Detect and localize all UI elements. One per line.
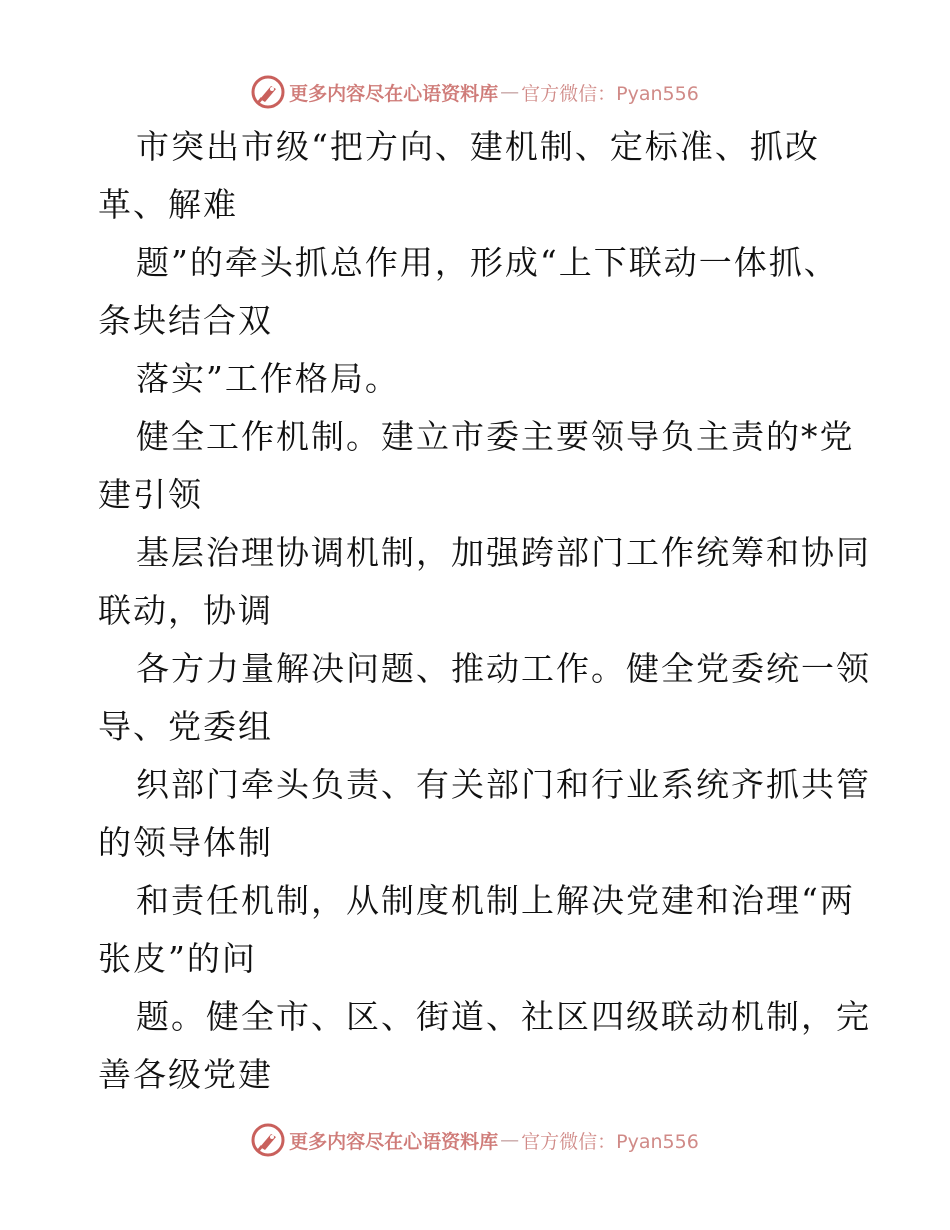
watermark-wechat-text: 官方微信：Pyan556 xyxy=(521,1130,699,1153)
text-line: 联动，协调 xyxy=(98,591,273,630)
text-line: 基层治理协调机制，加强跨部门工作统筹和协同 xyxy=(136,533,871,572)
watermark-dash: — xyxy=(500,1129,520,1151)
text-line: 的领导体制 xyxy=(98,823,273,862)
text-line: 健全工作机制。建立市委主要领导负主责的*党 xyxy=(136,417,855,456)
watermark-main-text: 更多内容尽在心语资料库 xyxy=(289,1130,499,1153)
text-line: 各方力量解决问题、推动工作。健全党委统一领 xyxy=(136,649,871,688)
text-line: 导、党委组 xyxy=(98,707,273,746)
text-line: 市突出市级“把方向、建机制、定标准、抓改 xyxy=(136,127,820,166)
document-body xyxy=(98,118,871,1104)
watermark-dash: — xyxy=(500,81,520,103)
watermark-main-text: 更多内容尽在心语资料库 xyxy=(289,82,499,105)
text-line: 建引领 xyxy=(98,475,203,514)
pen-nib-logo-icon xyxy=(251,75,285,109)
text-line: 落实”工作格局。 xyxy=(136,359,400,398)
text-line: 和责任机制，从制度机制上解决党建和治理“两 xyxy=(136,881,855,920)
text-line: 织部门牵头负责、有关部门和行业系统齐抓共管 xyxy=(136,765,871,804)
pen-nib-logo-icon xyxy=(251,1123,285,1157)
text-line: 善各级党建 xyxy=(98,1055,273,1094)
text-line: 张皮”的问 xyxy=(98,939,257,978)
text-line: 革、解难 xyxy=(98,185,238,224)
text-line: 题”的牵头抓总作用，形成“上下联动一体抓、 xyxy=(136,243,839,282)
text-line: 题。健全市、区、街道、社区四级联动机制，完 xyxy=(136,997,871,1036)
footer-watermark xyxy=(0,1120,950,1160)
text-line: 条块结合双 xyxy=(98,301,273,340)
watermark-wechat-text: 官方微信：Pyan556 xyxy=(521,82,699,105)
header-watermark xyxy=(0,72,950,112)
